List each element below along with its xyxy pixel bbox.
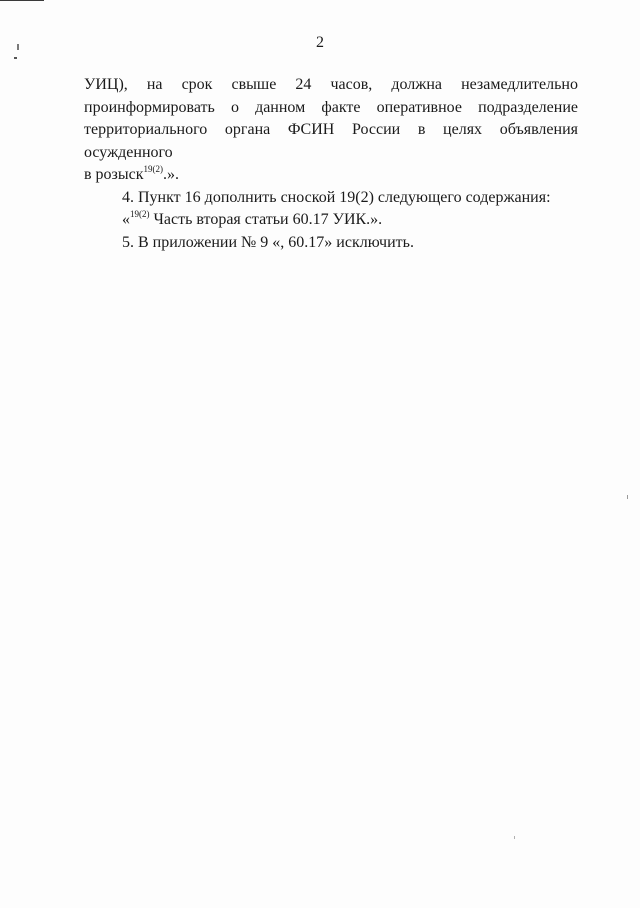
paragraph-text: в розыск [84,166,144,183]
footnote-open-quote: « [122,211,130,228]
paragraph-text: .». [163,166,179,183]
footnote-marker: 19(2) [130,209,150,219]
footnote-body: Часть вторая статьи 60.17 УИК.». [149,211,383,228]
paragraph-line: УИЦ), на срок свыше 24 часов, должна незамедлительно [84,76,578,93]
page-number: 2 [316,34,324,51]
paragraph-continuation [84,74,578,187]
paragraph-item-4: 4. Пункт 16 дополнить сноской 19(2) следующего содержания: [122,188,551,206]
scan-artifact-dot [14,57,17,59]
scan-artifact-top [0,0,44,1]
paragraph-last-line [84,164,578,187]
paragraph-item-5: 5. В приложении № 9 «, 60.17» исключить. [122,233,414,251]
scan-artifact-dot-bottom [514,836,515,839]
document-body [84,74,578,254]
paragraph-line: территориального органа ФСИН России в целях объявления осужденного [84,121,578,161]
paragraph-line: проинформировать о данном факте оперативное подразделение [84,98,578,116]
footnote-text [84,209,578,232]
scan-artifact-dot-right [627,495,628,499]
footnote-reference: 19(2) [143,164,163,174]
